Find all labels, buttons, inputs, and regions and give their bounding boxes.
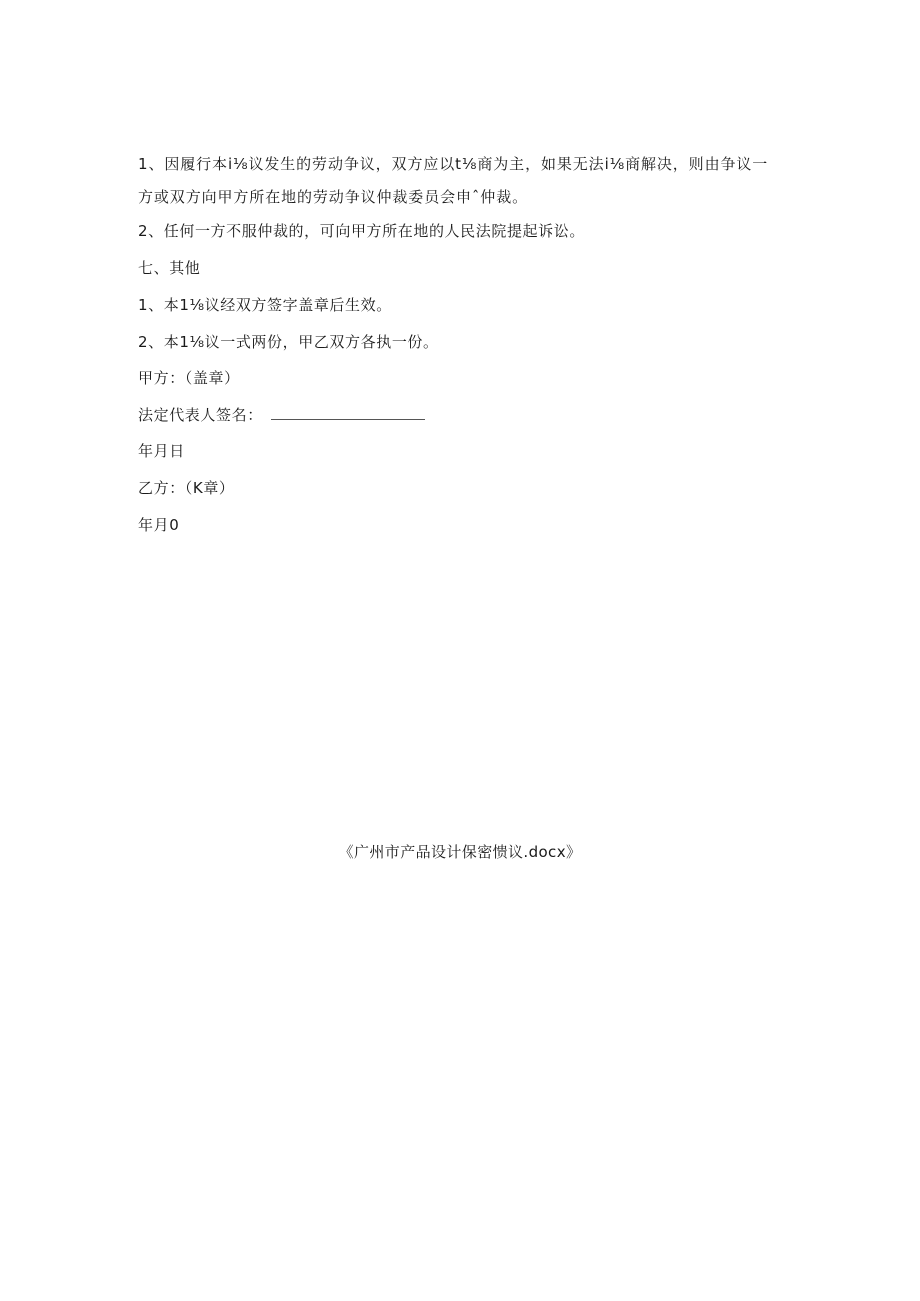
other-clause-2: 2、本1⅛议一式两份，甲乙双方各执一份。 [138,333,439,351]
document-footer-title: 《广州市产品设计保密愦议.docx》 [338,843,582,861]
dispute-clause-2: 2、任何一方不服仲裁的，可向甲方所在地的人民法院提起诉讼。 [138,222,585,240]
legal-rep-signature-row [138,405,425,425]
dispute-clause-1: 1、因履行本i⅛议发生的劳动争议，双方应以t⅛商为主，如果无法i⅛商解决，则由争议一方或双方向甲方所在地的劳动争议仲裁委员会申ˆ仲裁。 [138,155,769,206]
section-heading-other: 七、其他 [138,259,201,277]
party-a-seal: 甲方：（盖章） [138,369,240,387]
signature-underline [271,405,425,420]
party-b-date: 年月0 [138,516,180,534]
legal-rep-label: 法定代表人签名： [138,406,263,424]
other-clause-1: 1、本1⅛议经双方签字盖章后生效。 [138,296,392,314]
party-a-date: 年月日 [138,442,185,460]
party-b-seal: 乙方：（K章） [138,479,235,497]
